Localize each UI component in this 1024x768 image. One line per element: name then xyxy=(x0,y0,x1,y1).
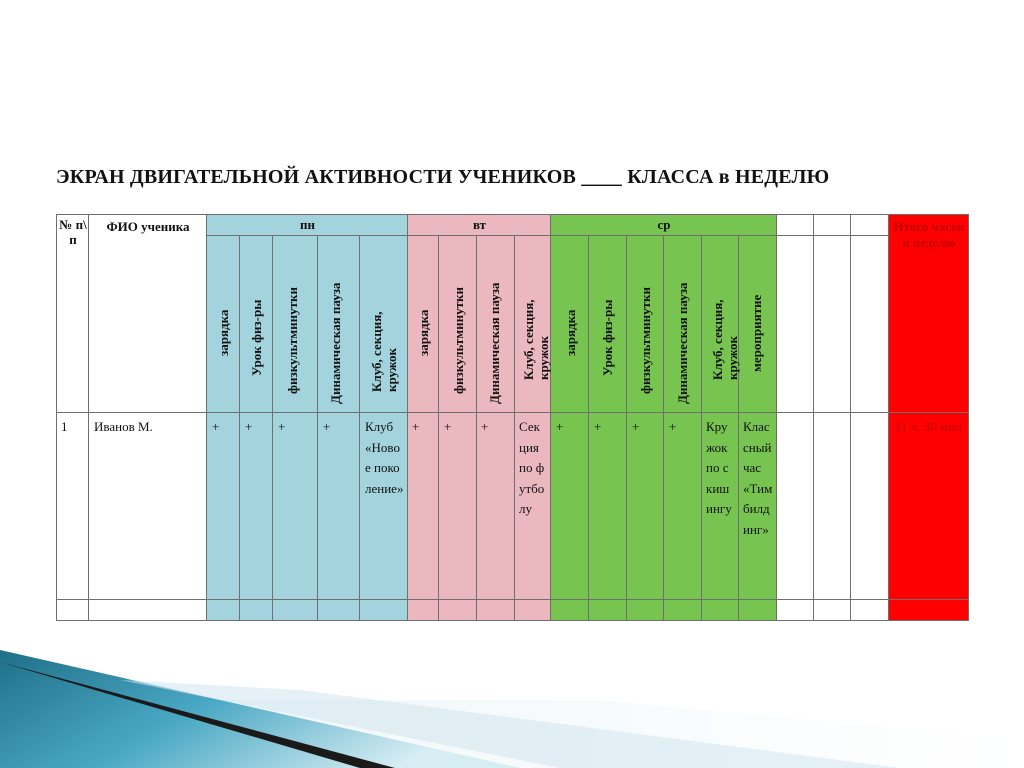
subheader-cell xyxy=(814,236,851,413)
row-cell xyxy=(889,600,969,621)
col-header-pe-lesson: Урок физ-ры xyxy=(600,299,615,376)
header-total-label: Итого часов в неделю xyxy=(893,219,965,250)
row-cell xyxy=(515,600,551,621)
header-name-cell xyxy=(89,214,207,413)
row-cell xyxy=(56,600,89,621)
col-header-dynamic-pause: Динамическая пауза xyxy=(487,282,502,404)
day-label-tue: вт xyxy=(472,217,487,232)
header-empty xyxy=(777,214,814,236)
subheader-cell xyxy=(777,236,814,413)
col-header-exercise: зарядка xyxy=(416,309,431,356)
row-cell xyxy=(851,600,889,621)
row-cell xyxy=(551,413,589,600)
mark-plus: + xyxy=(481,419,489,434)
row-cell xyxy=(408,413,439,600)
row-cell xyxy=(551,600,589,621)
col-header-exercise: зарядка xyxy=(216,309,231,356)
row-cell xyxy=(89,600,207,621)
row-cell xyxy=(207,600,240,621)
row-cell xyxy=(240,413,273,600)
col-header-club: Клуб, секция, кружок xyxy=(369,311,399,392)
row-cell xyxy=(273,413,318,600)
mark-plus: + xyxy=(323,419,331,434)
mark-plus: + xyxy=(594,419,602,434)
circle-description: Кружок по скишингу xyxy=(706,419,732,516)
row-cell xyxy=(273,600,318,621)
row-cell xyxy=(408,600,439,621)
mark-plus: + xyxy=(632,419,640,434)
row-cell xyxy=(664,600,702,621)
subheader-cell xyxy=(851,236,889,413)
day-label-mon: пн xyxy=(300,217,315,232)
col-header-fizkultminutki: физкультминутки xyxy=(638,287,653,394)
row-cell xyxy=(589,600,627,621)
col-header-club: Клуб, секция, кружок xyxy=(521,299,551,380)
mark-plus: + xyxy=(412,419,420,434)
total-hours: 11 ч. 30 мин xyxy=(895,419,963,434)
mark-plus: + xyxy=(278,419,286,434)
col-header-dynamic-pause: Динамическая пауза xyxy=(328,282,343,404)
row-cell xyxy=(814,600,851,621)
header-empty xyxy=(814,214,851,236)
row-cell xyxy=(477,600,515,621)
row-cell xyxy=(56,413,89,600)
mark-plus: + xyxy=(444,419,452,434)
row-cell xyxy=(318,600,360,621)
row-cell xyxy=(240,600,273,621)
col-header-fizkultminutki: физкультминутки xyxy=(285,287,300,394)
row-cell xyxy=(89,413,207,600)
row-cell xyxy=(664,413,702,600)
col-header-event: мероприятие xyxy=(749,294,764,372)
row-cell xyxy=(777,413,814,600)
row-cell xyxy=(851,413,889,600)
club-description: Клуб «Новое поколение» xyxy=(365,419,404,496)
header-name-label: ФИО ученика xyxy=(106,219,190,234)
row-cell xyxy=(318,413,360,600)
row-cell xyxy=(739,600,777,621)
mark-plus: + xyxy=(245,419,253,434)
row-cell xyxy=(814,413,851,600)
row-cell xyxy=(477,413,515,600)
mark-plus: + xyxy=(556,419,564,434)
row-number: 1 xyxy=(61,419,68,434)
event-description: Классный час «Тимбилдинг» xyxy=(743,419,773,537)
student-name: Иванов М. xyxy=(94,419,153,434)
page-title: ЭКРАН ДВИГАТЕЛЬНОЙ АКТИВНОСТИ УЧЕНИКОВ ____ КЛАССА в НЕДЕЛЮ xyxy=(56,166,830,188)
col-header-club: Клуб, секция, кружок xyxy=(710,299,740,380)
row-cell xyxy=(439,413,477,600)
row-cell xyxy=(439,600,477,621)
row-cell xyxy=(589,413,627,600)
row-cell xyxy=(777,600,814,621)
row-cell xyxy=(627,600,664,621)
row-cell xyxy=(627,413,664,600)
col-header-pe-lesson: Урок физ-ры xyxy=(249,299,264,376)
day-label-wed: ср xyxy=(657,217,671,232)
col-header-fizkultminutki: физкультминутки xyxy=(451,287,466,394)
row-cell xyxy=(360,600,408,621)
row-cell xyxy=(207,413,240,600)
header-empty xyxy=(851,214,889,236)
header-num-label: № п\ п xyxy=(59,217,87,247)
mark-plus: + xyxy=(212,419,220,434)
mark-plus: + xyxy=(669,419,677,434)
col-header-exercise: зарядка xyxy=(563,309,578,356)
col-header-dynamic-pause: Динамическая пауза xyxy=(675,282,690,404)
row-cell xyxy=(702,600,739,621)
row-cell xyxy=(889,413,969,600)
section-description: Секция по футболу xyxy=(519,419,545,516)
